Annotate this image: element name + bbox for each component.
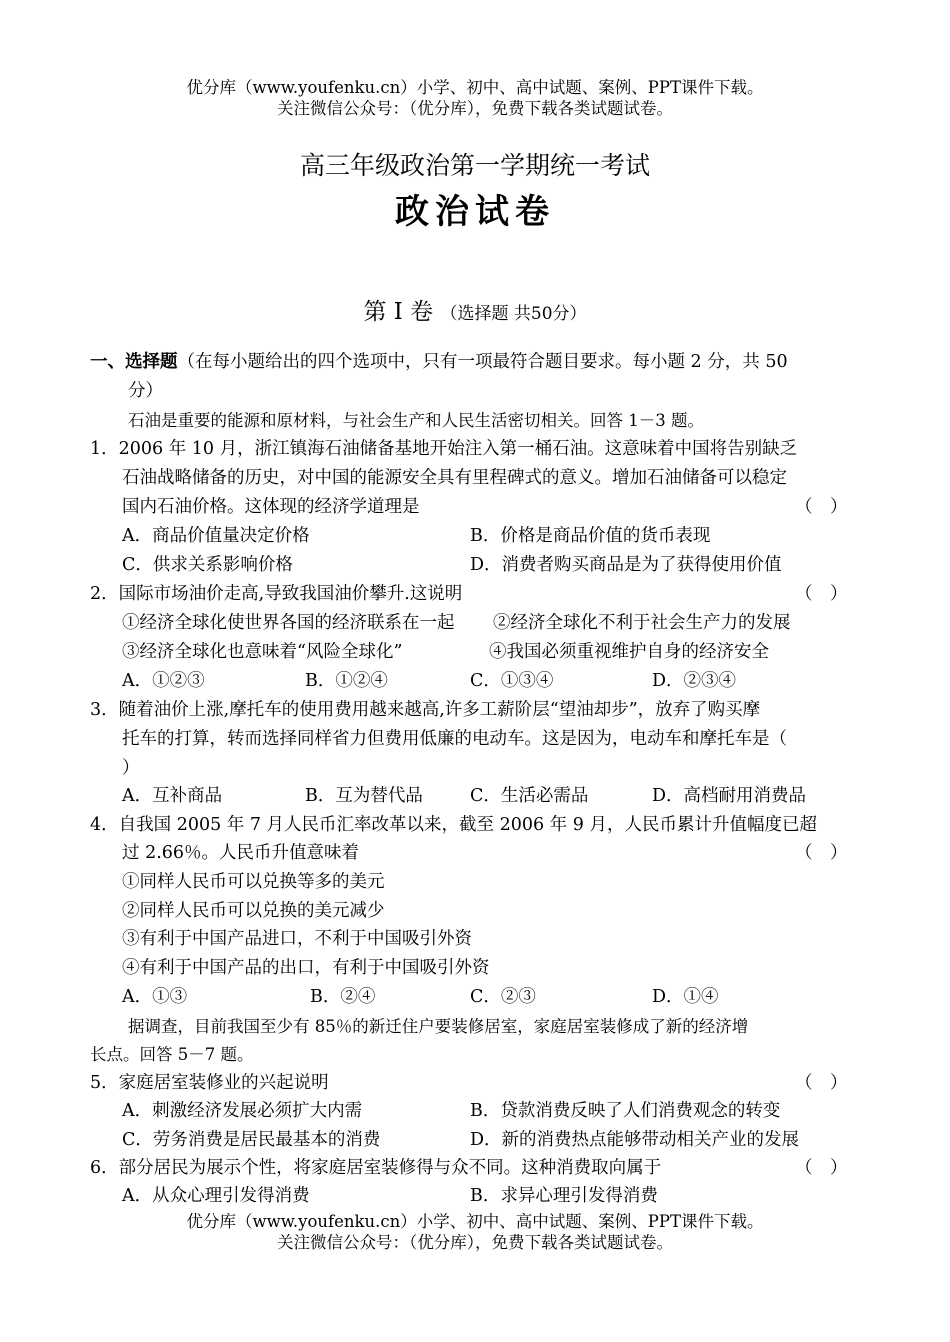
exam-subtitle: 高三年级政治第一学期统一考试 [299, 151, 650, 180]
q3-option-b: B．互为替代品 [305, 786, 423, 806]
q2-statement-4: ④我国必须重视维护自身的经济安全 [489, 642, 769, 662]
q5-option-b: B．贷款消费反映了人们消费观念的转变 [470, 1101, 781, 1121]
q2-option-d: D．②③④ [652, 671, 737, 691]
q3-option-d: D．高档耐用消费品 [652, 786, 807, 806]
q1-stem-line-1: 1．2006 年 10 月，浙江镇海石油储备基地开始注入第一桶石油。这意味着中国将告别缺乏 [90, 439, 798, 459]
q1-option-b: B．价格是商品价值的货币表现 [470, 526, 711, 546]
footer-line-1: 优分库（www.youfenku.cn）小学、初中、高中试题、案例、PPT课件下载。 [186, 1212, 764, 1231]
q2-stem-line-1: 2．国际市场油价走高,导致我国油价攀升.这说明 [90, 584, 463, 604]
q1-option-a: A．商品价值量决定价格 [122, 526, 310, 546]
q3-option-c: C．生活必需品 [470, 786, 589, 806]
q3-stem-line-1: 3．随着油价上涨,摩托车的使用费用越来越高,许多工薪阶层“望油却步”，放弃了购买摩 [90, 700, 761, 720]
q5-option-c: C．劳务消费是居民最基本的消费 [122, 1130, 381, 1150]
q4-stem-line-1: 4．自我国 2005 年 7 月人民币汇率改革以来，截至 2006 年 9 月，人民币累计升值幅度已超 [90, 815, 817, 835]
q4-option-d: D．①④ [652, 987, 719, 1007]
q6-option-b: B．求异心理引发得消费 [470, 1186, 658, 1206]
q1-stem-line-2: 石油战略储备的历史，对中国的能源安全具有里程碑式的意义。增加石油储备可以稳定 [122, 468, 787, 488]
q2-answer-paren: （ ） [795, 584, 848, 604]
q1-stem-line-3: 国内石油价格。这体现的经济学道理是 [122, 497, 420, 517]
q4-answer-paren: （ ） [795, 843, 848, 863]
q2-option-b: B．①②④ [305, 671, 388, 691]
q5-stem-line-1: 5．家庭居室装修业的兴起说明 [90, 1073, 329, 1093]
q4-stem-line-2: 过 2.66％。人民币升值意味着 [122, 843, 360, 863]
q1-option-c: C．供求关系影响价格 [122, 555, 293, 575]
volume-heading [0, 293, 950, 326]
q5-option-a: A．刺激经济发展必须扩大内需 [122, 1101, 363, 1121]
footer-line-2: 关注微信公众号：（优分库），免费下载各类试题试卷。 [277, 1233, 673, 1252]
q2-statement-1: ①经济全球化使世界各国的经济联系在一起 [122, 613, 455, 633]
q2-option-c: C．①③④ [470, 671, 554, 691]
q4-statement-2: ②同样人民币可以兑换的美元减少 [122, 901, 385, 921]
q1-option-d: D．消费者购买商品是为了获得使用价值 [470, 555, 782, 575]
q4-statement-3: ③有利于中国产品进口，不利于中国吸引外资 [122, 929, 472, 949]
q4-option-a: A．①③ [122, 987, 188, 1007]
q5-answer-paren: （ ） [795, 1073, 848, 1093]
q2-option-a: A．①②③ [122, 671, 205, 691]
q6-stem-line-1: 6．部分居民为展示个性，将家庭居室装修得与众不同。这种消费取向属于 [90, 1158, 662, 1178]
material-2-line-2: 长点。回答 5－7 题。 [90, 1045, 254, 1064]
section-label: 一、选择题 [90, 352, 178, 372]
volume-note: （选择题 共50分） [440, 304, 587, 324]
q4-statement-4: ④有利于中国产品的出口，有利于中国吸引外资 [122, 958, 490, 978]
section-heading [90, 348, 788, 377]
material-2-line-1: 据调查，目前我国至少有 85％的新迁住户要装修居室，家庭居室装修成了新的经济增 [128, 1017, 749, 1036]
q3-option-a: A．互补商品 [122, 786, 223, 806]
volume-label: 第 I 卷 [363, 299, 434, 325]
section-instruction: （在每小题给出的四个选项中，只有一项最符合题目要求。每小题 2 分，共 50 [177, 352, 788, 372]
q2-statement-2: ②经济全球化不利于社会生产力的发展 [493, 613, 791, 633]
q4-option-b: B．②④ [310, 987, 376, 1007]
q6-answer-paren: （ ） [795, 1158, 848, 1178]
q3-stem-line-2: 托车的打算，转而选择同样省力但费用低廉的电动车。这是因为，电动车和摩托车是（ [122, 729, 787, 749]
q5-option-d: D．新的消费热点能够带动相关产业的发展 [470, 1130, 800, 1150]
q3-stem-line-3: ） [122, 758, 140, 778]
q6-option-a: A．从众心理引发得消费 [122, 1186, 310, 1206]
exam-title: 政治试卷 [395, 192, 555, 232]
q1-answer-paren: （ ） [795, 497, 848, 517]
material-1: 石油是重要的能源和原材料，与社会生产和人民生活密切相关。回答 1－3 题。 [128, 411, 704, 430]
header-line-2: 关注微信公众号：（优分库），免费下载各类试题试卷。 [277, 99, 673, 118]
q2-statement-3: ③经济全球化也意味着“风险全球化” [122, 642, 403, 662]
header-line-1: 优分库（www.youfenku.cn）小学、初中、高中试题、案例、PPT课件下载。 [186, 78, 764, 97]
q4-statement-1: ①同样人民币可以兑换等多的美元 [122, 872, 385, 892]
q4-option-c: C．②③ [470, 987, 536, 1007]
section-instruction-cont: 分） [128, 381, 163, 401]
